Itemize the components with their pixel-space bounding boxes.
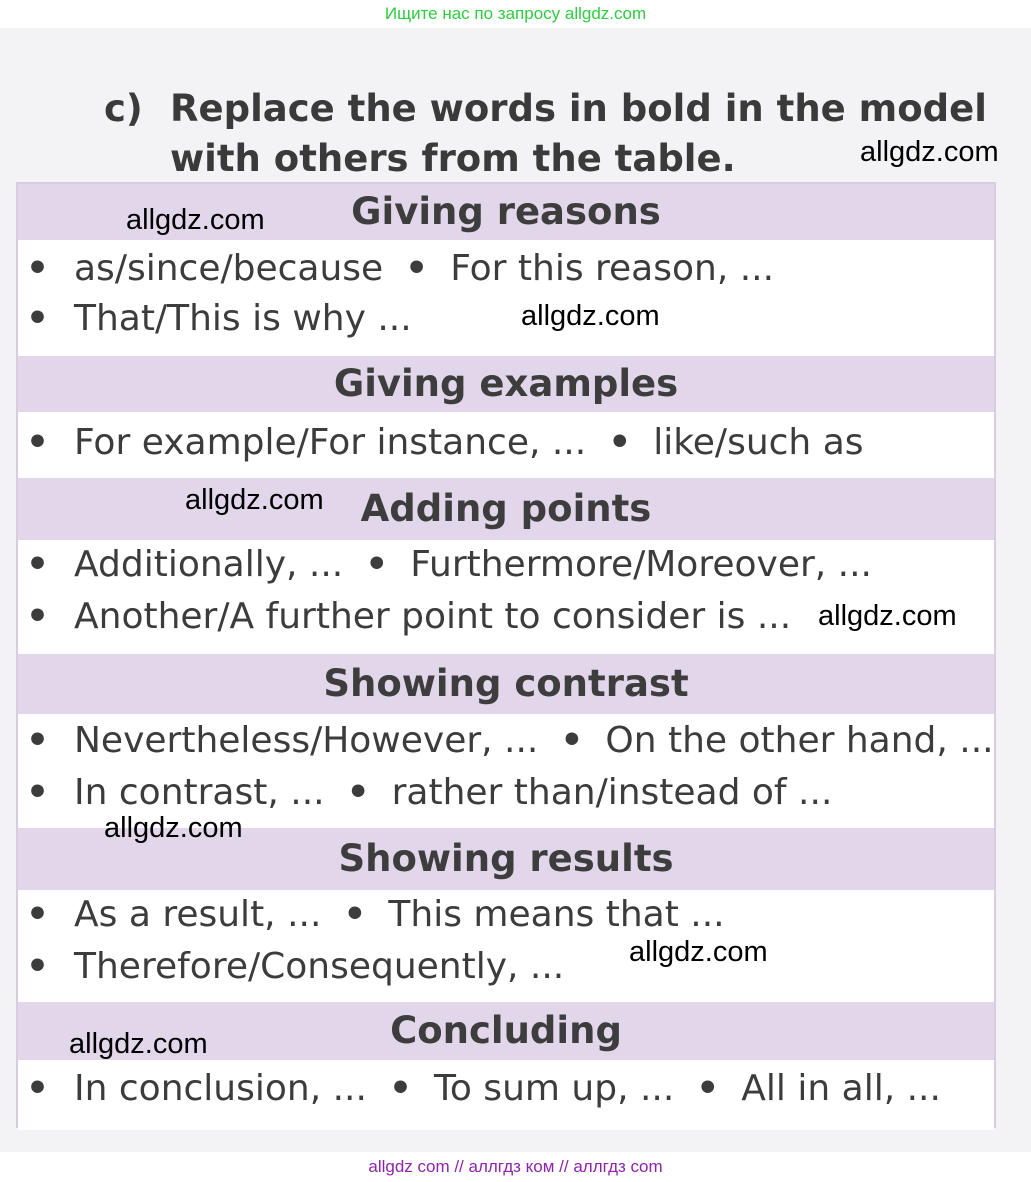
watermark: allgdz.com [126, 204, 265, 236]
instruction-line-2: with others from the table. [170, 137, 736, 180]
section-heading: Showing contrast [18, 654, 994, 714]
phrase: rather than/instead of ... [391, 772, 833, 813]
phrase: This means that ... [388, 894, 725, 935]
section-heading: Giving examples [18, 356, 994, 412]
bullet-icon: • [405, 248, 429, 289]
bullet-icon: • [560, 720, 584, 761]
bullet-icon: • [346, 772, 370, 813]
bullet-icon: • [26, 544, 50, 585]
phrase-row [26, 298, 412, 339]
bullet-icon: • [26, 720, 50, 761]
phrase-row [26, 720, 994, 761]
watermark: allgdz.com [185, 484, 324, 516]
bullet-icon: • [608, 422, 632, 463]
bullet-icon: • [26, 248, 50, 289]
phrase: For this reason, ... [450, 248, 775, 289]
phrase: Nevertheless/However, ... [74, 720, 539, 761]
watermark: allgdz.com [629, 936, 768, 968]
linking-phrases-table [16, 182, 996, 1128]
bullet-icon: • [26, 422, 50, 463]
watermark: allgdz.com [521, 300, 660, 332]
bullet-icon: • [365, 544, 389, 585]
section-heading: Adding points [18, 478, 994, 540]
phrase-row [26, 422, 864, 463]
phrase: like/such as [653, 422, 864, 463]
phrase-row [26, 544, 872, 585]
bullet-icon: • [26, 772, 50, 813]
watermark: allgdz.com [818, 600, 957, 632]
phrase: For example/For instance, ... [74, 422, 587, 463]
phrase-row [26, 1068, 941, 1109]
top-banner: Ищите нас по запросу allgdz.com [0, 0, 1031, 28]
bullet-icon: • [26, 298, 50, 339]
watermark: allgdz.com [69, 1028, 208, 1060]
section-heading: Concluding [18, 1002, 994, 1060]
phrase: As a result, ... [74, 894, 322, 935]
section-heading: Showing results [18, 828, 994, 890]
phrase: To sum up, ... [433, 1068, 675, 1109]
phrase-row [26, 596, 791, 637]
exercise-instruction [104, 84, 987, 184]
section-heading: Giving reasons [18, 184, 994, 240]
phrase: In conclusion, ... [74, 1068, 367, 1109]
phrase-row [26, 946, 564, 987]
bullet-icon: • [26, 946, 50, 987]
phrase: as/since/because [74, 248, 384, 289]
bullet-icon: • [696, 1068, 720, 1109]
watermark: allgdz.com [104, 812, 243, 844]
phrase-row [26, 772, 832, 813]
phrase: On the other hand, ... [605, 720, 994, 761]
phrase: In contrast, ... [74, 772, 325, 813]
phrase: That/This is why ... [74, 298, 412, 339]
phrase: All in all, ... [741, 1068, 941, 1109]
bullet-icon: • [388, 1068, 412, 1109]
bullet-icon: • [26, 894, 50, 935]
phrase-row [26, 894, 725, 935]
bullet-icon: • [343, 894, 367, 935]
exercise-letter: c) [104, 87, 143, 130]
watermark: allgdz.com [860, 136, 999, 168]
bottom-banner: allgdz com // аллгдз ком // аллгдз com [0, 1152, 1031, 1182]
instruction-line-1: Replace the words in bold in the model [170, 87, 987, 130]
phrase: Another/A further point to consider is ... [74, 596, 792, 637]
bullet-icon: • [26, 1068, 50, 1109]
phrase-row [26, 248, 774, 289]
phrase: Additionally, ... [74, 544, 344, 585]
phrase: Therefore/Consequently, ... [74, 946, 565, 987]
phrase: Furthermore/Moreover, ... [410, 544, 872, 585]
bullet-icon: • [26, 596, 50, 637]
